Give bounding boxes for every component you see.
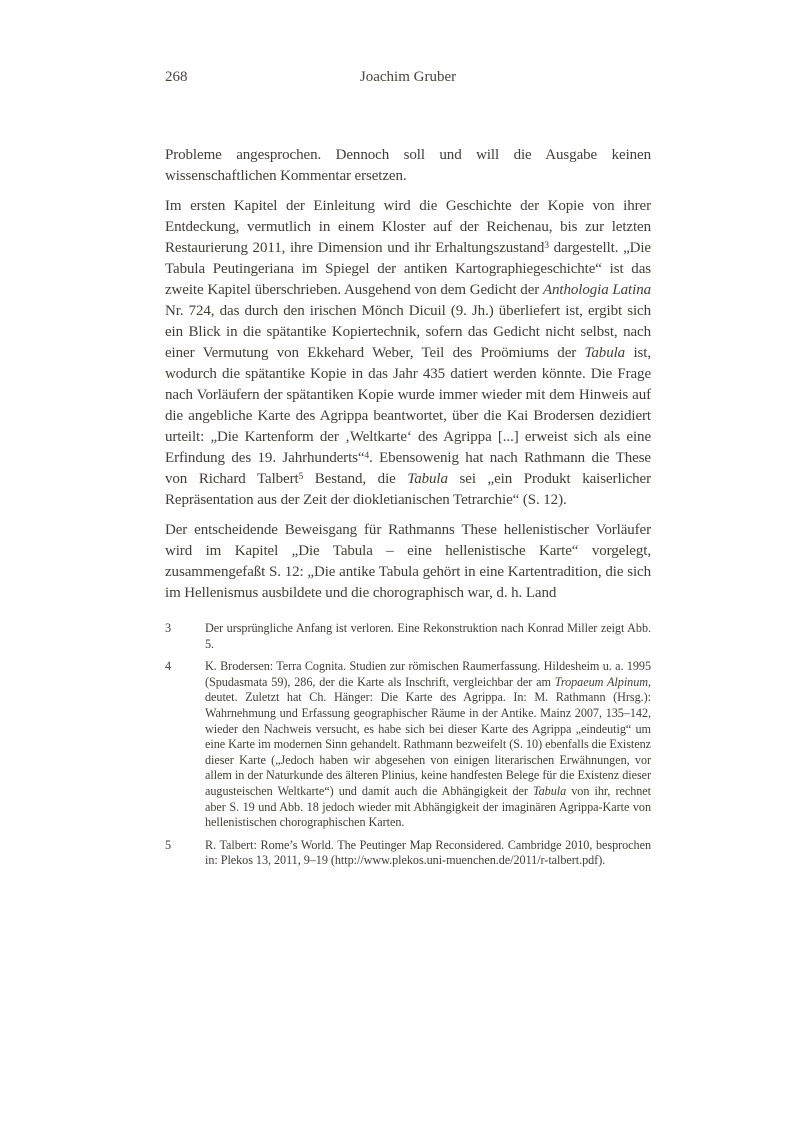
body-paragraph <box>165 145 651 187</box>
italic-text: Tabula <box>533 783 567 798</box>
footnote-text <box>205 659 651 831</box>
text-run: Der ursprüngliche Anfang ist verloren. Eine Rekonstruktion nach Konrad Miller zeigt Abb. 5. <box>205 621 651 651</box>
footnote-ref: 5 <box>298 471 304 482</box>
footnotes-section <box>165 621 651 869</box>
text-run: . Ebensowenig hat nach Rathmann die These von Richard Talbert <box>165 450 651 487</box>
text-run: K. Brodersen: Terra Cognita. Studien zur römischen Raumerfassung. Hildesheim u. a. 1995 (Spudasmata 59), 286, der die Karte als Inschrift, vergleichbar der am <box>205 659 651 689</box>
page-number: 268 <box>165 69 188 85</box>
footnote-text <box>205 621 651 652</box>
running-header <box>165 68 651 86</box>
text-run: Im ersten Kapitel der Einleitung wird die Geschichte der Kopie von ihrer Entdeckung, vermutlich in einem Kloster auf der Reichenau, bis zur letzten Restaurierung 2011, ihre Dimension und ihr Erhaltungszustand <box>165 198 651 256</box>
footnote-number: 3 <box>165 621 172 635</box>
body-paragraph <box>165 520 651 604</box>
running-title: Joachim Gruber <box>359 69 457 85</box>
text-run: Der entscheidende Beweisgang für Rathmanns These hellenistischer Vorläufer wird im Kapitel „Die Tabula – eine hellenistische Karte“ vorgelegt, zusammengefaßt S. 12: „Die antike Tabula gehört in eine Kartentradition, die sich im Hellenismus ausbildete und die chorographisch war, d. h. Land <box>165 522 651 601</box>
text-run: Probleme angesprochen. Dennoch soll und will die Ausgabe keinen wissenschaftlichen Kommentar ersetzen. <box>165 147 651 184</box>
footnote-number: 5 <box>165 837 172 852</box>
footnote <box>165 659 651 831</box>
footnote <box>165 621 651 652</box>
text-run: Nr. 724, das durch den irischen Mönch Dicuil (9. Jh.) überliefert ist, ergibt sich ein Blick in die spätantike Kopiertechnik, sofern das Gedicht nicht selbst, nach einer Vermutung von Ekkehard Weber, Teil des Proömiums der <box>165 303 651 361</box>
text-run: von ihr, rechnet aber S. 19 und Abb. 18 jedoch wieder mit Abhängigkeit der imaginären Agrippa-Karte von hellenistischen chorographischen Karten. <box>205 783 652 830</box>
text-run: ist, wodurch die spätantike Kopie in das Jahr 435 datiert werden könnte. Die Frage nach Vorläufern der spätantiken Kopie wurde immer wieder mit dem Hinweis auf die angebliche Karte des Agrippa beantwortet, über die Kai Brodersen dezidiert urteilt: „Die Kartenform der ‚Weltkarte‘ des Agrippa [...] erweist sich als eine Erfindung des 19. Jahrhunderts“ <box>165 345 651 466</box>
main-text <box>165 145 651 604</box>
footnote-ref: 4 <box>364 450 370 461</box>
italic-text: Tabula <box>407 471 448 487</box>
text-run: , deutet. Zuletzt hat Ch. Hänger: Die Karte des Agrippa. In: M. Rathmann (Hrsg.): Wahrnehmung und Erfassung geographischer Räume in der Antike. Mainz 2007, 135–142, wieder den Nachweis versucht, es habe sich bei dieser Karte des Agrippa „eindeutig“ um eine Karte im modernen Sinn gehandelt. Rathmann bezweifelt (S. 10) ebenfalls die Existenz dieser Karte („Jedoch haben wir abgesehen von einigen literarischen Erwähnungen, vor allem in der Naturkunde des älteren Plinius, keine handfesten Belege für die Existenz dieser augusteischen Weltkarte“) und damit auch die Abhängigkeit der <box>205 674 651 798</box>
footnote-ref: 3 <box>544 240 549 251</box>
text-run: dargestellt. „Die Tabula Peutingeriana im Spiegel der antiken Kartographiegeschichte“ ist das zweite Kapitel überschrieben. Ausgehend von dem Gedicht der <box>165 240 651 298</box>
footnote-text <box>205 838 651 869</box>
footnote-number: 4 <box>165 659 172 674</box>
italic-text: Tabula <box>584 345 626 361</box>
text-run: R. Talbert: Rome’s World. The Peutinger Map Reconsidered. Cambridge 2010, besprochen in: Plekos 13, 2011, 9–19 (http://www.plekos.uni-muenchen.de/2011/r-talbert.pdf). <box>205 837 651 868</box>
italic-text: Tropaeum Alpinum <box>554 674 648 689</box>
text-run: sei „ein Produkt kaiserlicher Repräsentation aus der Zeit der diokletianischen Tetrarchie“ (S. 12). <box>165 471 651 508</box>
italic-text: Anthologia Latina <box>542 282 651 298</box>
footnote <box>165 838 651 869</box>
body-paragraph <box>165 196 651 511</box>
page-content <box>165 68 651 869</box>
text-run: Bestand, die <box>303 471 408 487</box>
